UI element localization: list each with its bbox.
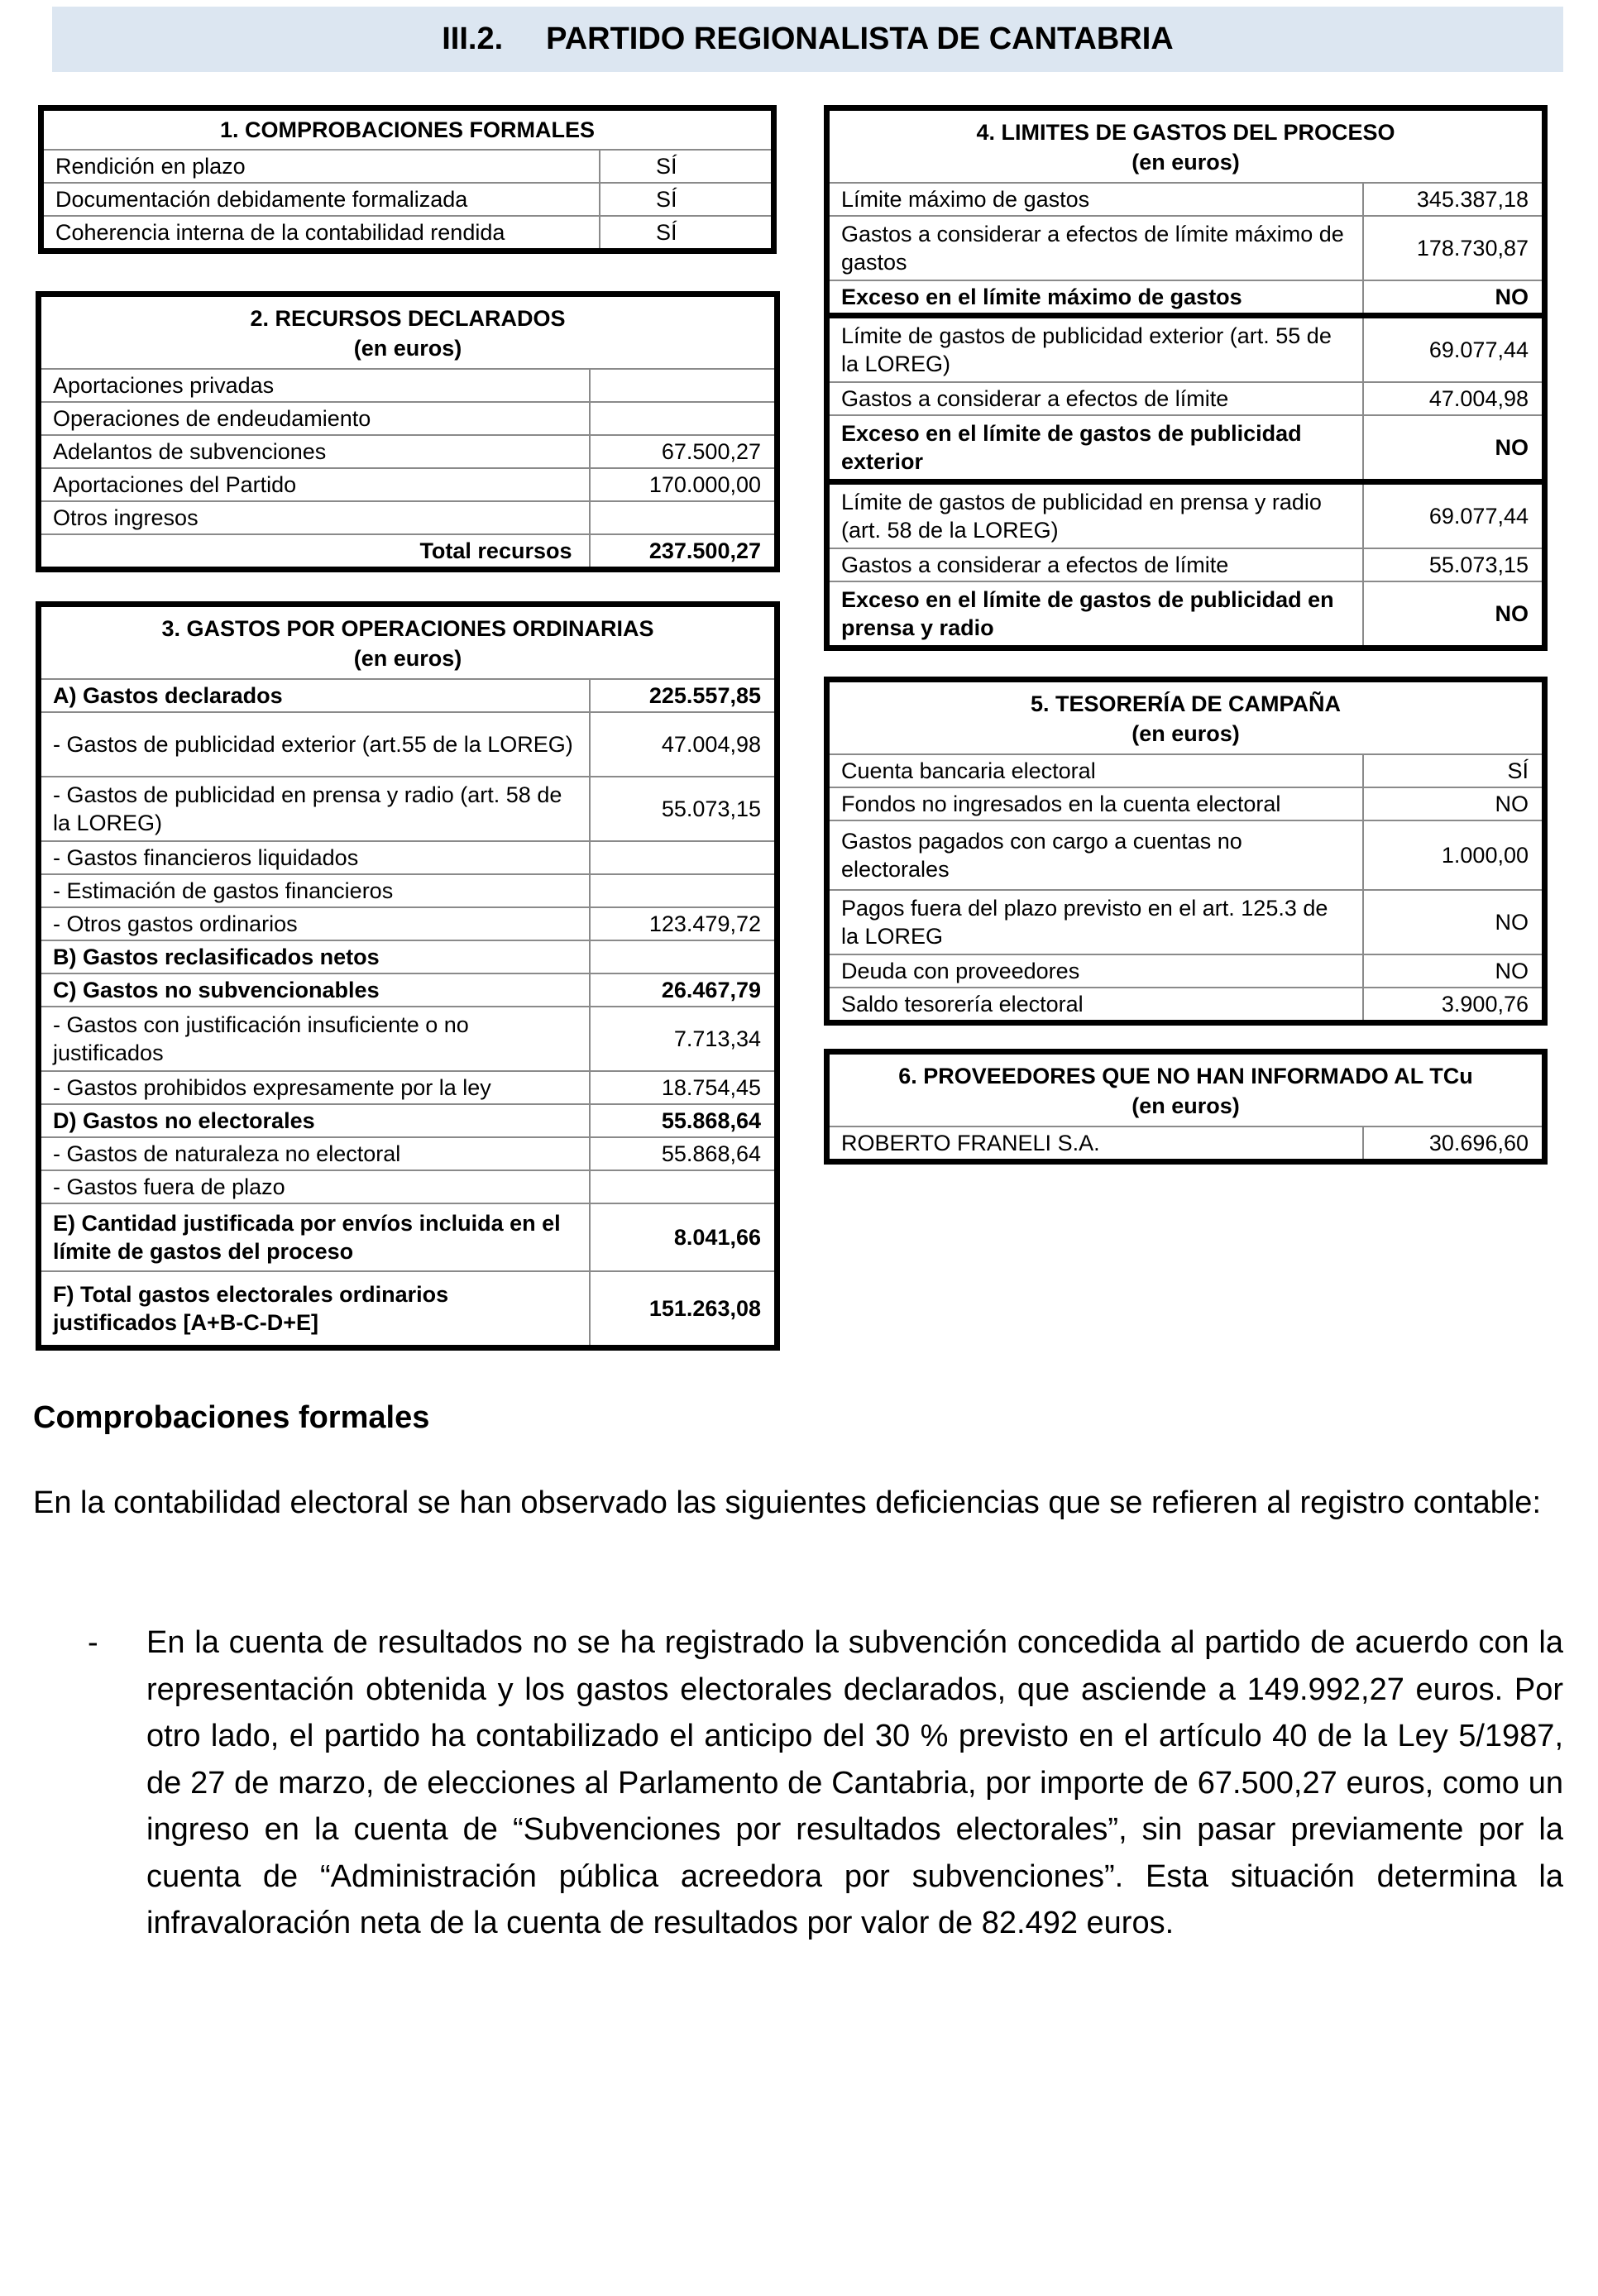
table-title: 2. RECURSOS DECLARADOS (en euros) — [39, 294, 777, 370]
row-label: Otros ingresos — [39, 501, 590, 534]
row-label: Cuenta bancaria electoral — [827, 754, 1363, 787]
row-value: SÍ — [600, 216, 774, 251]
declared-resources-table — [36, 291, 780, 572]
row-label: Saldo tesorería electoral — [827, 988, 1363, 1023]
row-value: 225.557,85 — [590, 679, 777, 712]
list-item-text: En la cuenta de resultados no se ha registrado la subvención concedida al partido de acuerdo con la representación obtenida y los gastos electorales declarados, que asciende a 149.992,27 euros. Por otro lado, el partido ha contabilizado el anticipo del 30 % previsto en el artículo 40 de la Ley 5/1987, de 27 de marzo, de elecciones al Parlamento de Cantabria, por importe de 67.500,27 euros, como un ingreso en la cuenta de “Subvenciones por resultados electorales”, sin pasar previamente por la cuenta de “Administración pública acreedora por subvenciones”. Esta situación determina la infravaloración neta de la cuenta de resultados por valor de 82.492 euros. — [146, 1625, 1563, 1940]
row-label: - Gastos de publicidad exterior (art.55 de la LOREG) — [39, 712, 590, 777]
table-row — [39, 940, 777, 973]
table-row — [39, 1170, 777, 1203]
row-value: NO — [1363, 787, 1545, 820]
table-row — [39, 1007, 777, 1071]
table-row — [39, 1071, 777, 1104]
table-title: 3. GASTOS POR OPERACIONES ORDINARIAS (en euros) — [39, 605, 777, 680]
table-row — [39, 1203, 777, 1271]
row-label: - Gastos prohibidos expresamente por la ley — [39, 1071, 590, 1104]
list-marker: - — [88, 1625, 98, 1660]
row-label: ROBERTO FRANELI S.A. — [827, 1126, 1363, 1162]
row-label: - Gastos de publicidad en prensa y radio (art. 58 de la LOREG) — [39, 777, 590, 841]
row-value: 178.730,87 — [1363, 216, 1545, 280]
row-label: Rendición en plazo — [41, 150, 600, 183]
total-label: Total recursos — [39, 534, 590, 570]
table-title: 6. PROVEEDORES QUE NO HAN INFORMADO AL TCu (en euros) — [827, 1052, 1545, 1127]
table-row — [827, 415, 1545, 482]
table-row — [827, 754, 1545, 787]
row-value: 1.000,00 — [1363, 820, 1545, 890]
formal-checks-table — [38, 105, 777, 254]
table-subtitle: (en euros) — [1132, 721, 1240, 746]
table-row — [39, 435, 777, 468]
table-row — [827, 787, 1545, 820]
table-subtitle: (en euros) — [1132, 1093, 1240, 1118]
row-value — [590, 841, 777, 874]
row-value: 55.868,64 — [590, 1137, 777, 1170]
table-row — [827, 820, 1545, 890]
table-row — [39, 874, 777, 907]
row-value: 69.077,44 — [1363, 316, 1545, 383]
section-title-band — [52, 7, 1563, 72]
table-row — [827, 316, 1545, 383]
table-row — [827, 581, 1545, 648]
row-label: C) Gastos no subvencionables — [39, 973, 590, 1007]
row-value: 7.713,34 — [590, 1007, 777, 1071]
table-row — [39, 973, 777, 1007]
row-value — [590, 1170, 777, 1203]
row-value: 55.868,64 — [590, 1104, 777, 1137]
row-label: Gastos a considerar a efectos de límite máximo de gastos — [827, 216, 1363, 280]
table-title: 4. LIMITES DE GASTOS DEL PROCESO (en euros) — [827, 108, 1545, 184]
table-row — [39, 468, 777, 501]
row-value — [590, 940, 777, 973]
row-value: SÍ — [600, 150, 774, 183]
row-label: - Otros gastos ordinarios — [39, 907, 590, 940]
table-title: 1. COMPROBACIONES FORMALES — [41, 108, 774, 151]
row-label: F) Total gastos electorales ordinarios justificados [A+B-C-D+E] — [39, 1271, 590, 1348]
table-row — [827, 216, 1545, 280]
row-value: 69.077,44 — [1363, 482, 1545, 549]
row-label: - Gastos de naturaleza no electoral — [39, 1137, 590, 1170]
section-title: PARTIDO REGIONALISTA DE CANTABRIA — [546, 22, 1174, 56]
row-label: Límite de gastos de publicidad exterior (art. 55 de la LOREG) — [827, 316, 1363, 383]
row-label: Pagos fuera del plazo previsto en el art. 125.3 de la LOREG — [827, 890, 1363, 954]
table-row — [827, 382, 1545, 415]
row-label: Gastos pagados con cargo a cuentas no electorales — [827, 820, 1363, 890]
row-value: 30.696,60 — [1363, 1126, 1545, 1162]
section-heading: Comprobaciones formales — [33, 1400, 430, 1435]
intro-paragraph: En la contabilidad electoral se han observado las siguientes deficiencias que se refieren al registro contable: — [33, 1485, 1541, 1520]
row-label: Documentación debidamente formalizada — [41, 183, 600, 216]
row-value: 123.479,72 — [590, 907, 777, 940]
table-row — [827, 954, 1545, 988]
table-row — [39, 1271, 777, 1348]
table-row — [39, 777, 777, 841]
table-row — [39, 501, 777, 534]
row-value: 55.073,15 — [1363, 548, 1545, 581]
table-row — [827, 988, 1545, 1023]
row-label: E) Cantidad justificada por envíos incluida en el límite de gastos del proceso — [39, 1203, 590, 1271]
section-number: III.2. — [442, 22, 504, 56]
table-row — [827, 548, 1545, 581]
row-label: Operaciones de endeudamiento — [39, 402, 590, 435]
row-label: Fondos no ingresados en la cuenta electoral — [827, 787, 1363, 820]
row-label: D) Gastos no electorales — [39, 1104, 590, 1137]
row-label: Aportaciones del Partido — [39, 468, 590, 501]
total-row — [39, 534, 777, 570]
row-value: 26.467,79 — [590, 973, 777, 1007]
table-title: 5. TESORERÍA DE CAMPAÑA (en euros) — [827, 680, 1545, 755]
table-row — [827, 482, 1545, 549]
row-value: NO — [1363, 581, 1545, 648]
row-value: 47.004,98 — [1363, 382, 1545, 415]
table-row — [39, 369, 777, 402]
row-value: 3.900,76 — [1363, 988, 1545, 1023]
row-value: 18.754,45 — [590, 1071, 777, 1104]
row-value: 8.041,66 — [590, 1203, 777, 1271]
table-row — [827, 183, 1545, 216]
row-value: NO — [1363, 954, 1545, 988]
spending-limits-table — [824, 105, 1548, 651]
table-subtitle: (en euros) — [353, 336, 462, 361]
row-value: 345.387,18 — [1363, 183, 1545, 216]
row-value: NO — [1363, 415, 1545, 482]
table-row — [39, 1104, 777, 1137]
row-value: NO — [1363, 890, 1545, 954]
table-row — [827, 1126, 1545, 1162]
row-value: 67.500,27 — [590, 435, 777, 468]
table-row — [41, 150, 774, 183]
total-value: 237.500,27 — [590, 534, 777, 570]
table-subtitle: (en euros) — [1132, 150, 1240, 175]
ordinary-expenses-table — [36, 601, 780, 1351]
table-row — [39, 1137, 777, 1170]
row-value: 47.004,98 — [590, 712, 777, 777]
row-label: A) Gastos declarados — [39, 679, 590, 712]
table-row — [39, 907, 777, 940]
table-row — [39, 402, 777, 435]
row-label: Aportaciones privadas — [39, 369, 590, 402]
row-value: 151.263,08 — [590, 1271, 777, 1348]
row-value — [590, 874, 777, 907]
row-label: - Gastos fuera de plazo — [39, 1170, 590, 1203]
row-label: Adelantos de subvenciones — [39, 435, 590, 468]
row-value: NO — [1363, 280, 1545, 316]
row-value: 170.000,00 — [590, 468, 777, 501]
row-value: SÍ — [1363, 754, 1545, 787]
table-row — [827, 890, 1545, 954]
table-row — [39, 712, 777, 777]
row-label: B) Gastos reclasificados netos — [39, 940, 590, 973]
row-label: Deuda con proveedores — [827, 954, 1363, 988]
table-subtitle: (en euros) — [353, 646, 462, 671]
table-row — [39, 841, 777, 874]
unreported-suppliers-table — [824, 1049, 1548, 1165]
row-label: Gastos a considerar a efectos de límite — [827, 548, 1363, 581]
row-label: Exceso en el límite máximo de gastos — [827, 280, 1363, 316]
row-value — [590, 369, 777, 402]
row-label: Límite máximo de gastos — [827, 183, 1363, 216]
row-value: SÍ — [600, 183, 774, 216]
row-label: Límite de gastos de publicidad en prensa y radio (art. 58 de la LOREG) — [827, 482, 1363, 549]
row-value — [590, 402, 777, 435]
row-label: Exceso en el límite de gastos de publicidad exterior — [827, 415, 1363, 482]
table-row — [41, 183, 774, 216]
row-label: - Gastos con justificación insuficiente o no justificados — [39, 1007, 590, 1071]
row-value: 55.073,15 — [590, 777, 777, 841]
row-value — [590, 501, 777, 534]
table-row — [41, 216, 774, 251]
campaign-treasury-table — [824, 677, 1548, 1026]
table-row — [827, 280, 1545, 316]
row-label: - Gastos financieros liquidados — [39, 841, 590, 874]
row-label: Exceso en el límite de gastos de publicidad en prensa y radio — [827, 581, 1363, 648]
row-label: - Estimación de gastos financieros — [39, 874, 590, 907]
table-row — [39, 679, 777, 712]
row-label: Coherencia interna de la contabilidad rendida — [41, 216, 600, 251]
row-label: Gastos a considerar a efectos de límite — [827, 382, 1363, 415]
